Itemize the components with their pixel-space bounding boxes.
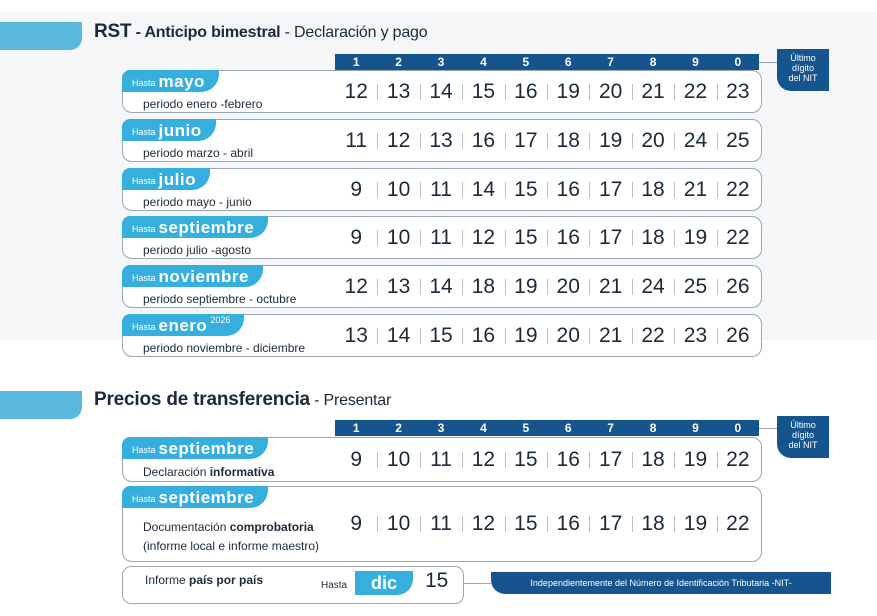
due-day: 15 xyxy=(420,324,462,348)
month-pill xyxy=(122,265,263,287)
due-day: 20 xyxy=(547,324,589,348)
month-pill xyxy=(122,119,216,141)
rst-title-rest: - Declaración y pago xyxy=(280,24,428,41)
rst-row xyxy=(122,70,762,113)
due-day: 22 xyxy=(717,512,759,536)
period-label: periodo septiembre - octubre xyxy=(143,292,297,306)
due-day: 24 xyxy=(632,275,674,299)
digit-header-cell: 0 xyxy=(734,55,742,69)
month-pill xyxy=(122,168,210,190)
digit-header-cell: 7 xyxy=(607,421,614,435)
due-day: 12 xyxy=(462,448,504,472)
due-day: 11 xyxy=(420,178,462,202)
digit-header-cell: 3 xyxy=(437,421,445,435)
cbc-month-pill: dic xyxy=(355,571,413,595)
due-day: 26 xyxy=(717,324,759,348)
date-cells xyxy=(335,217,759,258)
date-cells xyxy=(335,487,759,561)
digit-header-cell: 9 xyxy=(692,421,699,435)
digit-header-cell: 7 xyxy=(607,55,614,69)
due-day: 12 xyxy=(344,274,368,298)
due-day: 13 xyxy=(377,80,419,104)
due-day: 13 xyxy=(344,323,368,347)
year-label: 2026 xyxy=(210,315,231,325)
month-pill xyxy=(122,216,268,238)
due-day: 17 xyxy=(589,226,631,250)
date-cells xyxy=(335,266,759,307)
due-day: 13 xyxy=(377,275,419,299)
pt-title-rest: - Presentar xyxy=(309,392,392,409)
due-day: 20 xyxy=(547,275,589,299)
due-day: 16 xyxy=(547,448,589,472)
due-day: 19 xyxy=(505,275,547,299)
digit-header-cell: 8 xyxy=(649,55,657,69)
cbc-label xyxy=(145,573,263,587)
nit-badge-line: Último xyxy=(790,420,816,430)
due-day: 25 xyxy=(674,275,716,299)
due-day: 19 xyxy=(674,226,716,250)
pt-label-extra: (informe local e informe maestro) xyxy=(143,539,320,553)
due-day: 19 xyxy=(589,129,631,153)
badge-connector xyxy=(759,428,777,429)
due-day: 11 xyxy=(420,448,462,472)
due-day: 18 xyxy=(547,129,589,153)
digit-header-cell: 1 xyxy=(352,421,360,435)
rst-title-separator: - xyxy=(131,24,145,41)
pt-label-normal: Documentación xyxy=(143,520,230,534)
pt-label-bold: comprobatoria xyxy=(229,520,314,534)
month-label: noviembre xyxy=(158,267,249,286)
date-cells xyxy=(335,71,759,112)
due-day: 18 xyxy=(632,448,674,472)
digit-header-cell: 1 xyxy=(352,55,360,69)
due-day: 13 xyxy=(420,129,462,153)
digit-header-cell: 5 xyxy=(522,55,530,69)
digit-header-cell: 8 xyxy=(649,421,657,435)
due-day: 16 xyxy=(462,129,504,153)
hasta-label: Hasta xyxy=(132,78,156,88)
due-day: 10 xyxy=(377,226,419,250)
cbc-hasta: Hasta xyxy=(321,580,348,591)
due-day: 14 xyxy=(462,178,504,202)
nit-badge-line: del NIT xyxy=(788,440,818,450)
due-day: 12 xyxy=(462,226,504,250)
pt-row xyxy=(122,486,762,562)
due-day: 19 xyxy=(674,448,716,472)
due-day: 15 xyxy=(505,512,547,536)
due-day: 12 xyxy=(344,79,368,103)
period-label: periodo julio -agosto xyxy=(143,243,252,257)
note-connector xyxy=(464,583,491,584)
pt-label-bold: informativa xyxy=(209,465,275,479)
due-day: 20 xyxy=(589,80,631,104)
period-label: periodo enero -febrero xyxy=(143,97,263,111)
due-day: 10 xyxy=(377,512,419,536)
date-cells xyxy=(335,315,759,356)
due-day: 21 xyxy=(632,80,674,104)
due-day: 17 xyxy=(505,129,547,153)
nit-badge xyxy=(777,49,829,91)
due-day: 16 xyxy=(462,324,504,348)
cbc-day: 15 xyxy=(425,569,449,592)
due-day: 12 xyxy=(462,512,504,536)
month-pill xyxy=(122,70,219,92)
pt-section-title xyxy=(94,389,391,411)
due-day: 18 xyxy=(632,226,674,250)
nit-badge-line: dígito xyxy=(791,63,815,73)
hasta-label: Hasta xyxy=(132,127,156,137)
nit-badge-line: dígito xyxy=(791,430,815,440)
cbc-label-bold: país por país xyxy=(189,573,264,587)
hasta-label: Hasta xyxy=(132,445,156,455)
rst-row xyxy=(122,265,762,308)
nit-digit-header xyxy=(335,420,759,436)
digit-header-cell: 6 xyxy=(564,421,572,435)
month-pill xyxy=(122,314,244,336)
hasta-label: Hasta xyxy=(132,494,156,504)
nit-badge xyxy=(777,416,829,458)
due-day: 14 xyxy=(377,324,419,348)
period-label: periodo noviembre - diciembre xyxy=(143,341,306,355)
due-day: 16 xyxy=(547,512,589,536)
due-day: 12 xyxy=(377,129,419,153)
due-day: 24 xyxy=(674,129,716,153)
digit-header-cell: 3 xyxy=(437,55,445,69)
due-day: 25 xyxy=(717,129,759,153)
digit-header-cell: 0 xyxy=(734,421,742,435)
due-day: 10 xyxy=(377,448,419,472)
due-day: 14 xyxy=(420,275,462,299)
due-day: 9 xyxy=(350,512,363,535)
due-day: 18 xyxy=(462,275,504,299)
month-label: septiembre xyxy=(158,488,255,507)
due-day: 15 xyxy=(505,178,547,202)
due-day: 9 xyxy=(350,177,363,201)
due-day: 17 xyxy=(589,448,631,472)
rst-section-title xyxy=(94,21,427,43)
badge-connector xyxy=(759,62,777,63)
due-day: 11 xyxy=(345,128,368,152)
pt-row-label xyxy=(143,520,314,534)
pt-row-label xyxy=(143,465,274,479)
pt-title-bold: Precios de transferencia xyxy=(94,389,310,410)
digit-header-cell: 5 xyxy=(522,421,530,435)
month-label: enero xyxy=(158,316,208,335)
due-day: 9 xyxy=(350,447,363,471)
due-day: 22 xyxy=(717,226,759,250)
hasta-label: Hasta xyxy=(132,273,156,283)
due-day: 22 xyxy=(717,448,759,472)
date-cells xyxy=(335,120,759,161)
month-label: mayo xyxy=(158,72,205,91)
due-day: 17 xyxy=(589,178,631,202)
month-label: julio xyxy=(158,170,196,189)
due-day: 19 xyxy=(547,80,589,104)
digit-header-cell: 6 xyxy=(564,55,572,69)
due-day: 15 xyxy=(505,448,547,472)
due-day: 10 xyxy=(377,178,419,202)
nit-digit-header xyxy=(335,54,759,70)
due-day: 22 xyxy=(632,324,674,348)
due-day: 11 xyxy=(420,226,462,250)
due-day: 15 xyxy=(505,226,547,250)
due-day: 18 xyxy=(632,512,674,536)
date-cells xyxy=(335,169,759,210)
due-day: 21 xyxy=(589,275,631,299)
digit-header-cell: 9 xyxy=(692,55,699,69)
rst-title-subbold: Anticipo bimestral xyxy=(144,24,281,41)
rst-title-bold: RST xyxy=(94,21,132,42)
due-day: 21 xyxy=(674,178,716,202)
month-pill xyxy=(122,437,268,459)
digit-header-cell: 4 xyxy=(480,55,487,69)
rst-row xyxy=(122,119,762,162)
hasta-label: Hasta xyxy=(132,176,156,186)
digit-header-cell: 2 xyxy=(395,55,402,69)
due-day: 18 xyxy=(632,178,674,202)
digit-header-cell: 4 xyxy=(480,421,487,435)
due-day: 11 xyxy=(420,512,462,536)
hasta-label: Hasta xyxy=(132,322,156,332)
rst-row xyxy=(122,216,762,259)
due-day: 14 xyxy=(420,80,462,104)
due-day: 20 xyxy=(632,129,674,153)
nit-badge-line: Último xyxy=(790,53,816,63)
independent-note: Independientemente del Número de Identificación Tributaria -NIT- xyxy=(491,572,831,594)
due-day: 16 xyxy=(547,226,589,250)
period-label: periodo mayo - junio xyxy=(143,195,252,209)
due-day: 23 xyxy=(717,80,759,104)
due-day: 16 xyxy=(547,178,589,202)
date-cells xyxy=(335,438,759,481)
rst-row xyxy=(122,168,762,211)
digit-header-cell: 2 xyxy=(395,421,402,435)
month-label: septiembre xyxy=(158,439,255,458)
due-day: 19 xyxy=(674,512,716,536)
cbc-label-normal: Informe xyxy=(145,573,190,587)
pt-label-normal: Declaración xyxy=(143,465,210,479)
pt-row xyxy=(122,437,762,482)
nit-badge-line: del NIT xyxy=(788,73,818,83)
period-label: periodo marzo - abril xyxy=(143,146,254,160)
due-day: 21 xyxy=(589,324,631,348)
due-day: 17 xyxy=(589,512,631,536)
hasta-label: Hasta xyxy=(132,224,156,234)
due-day: 23 xyxy=(674,324,716,348)
due-day: 26 xyxy=(717,275,759,299)
month-label: junio xyxy=(158,121,202,140)
cbc-row xyxy=(122,566,464,604)
month-pill xyxy=(122,486,268,508)
due-day: 15 xyxy=(462,80,504,104)
month-label: septiembre xyxy=(158,218,255,237)
due-day: 22 xyxy=(674,80,716,104)
due-day: 19 xyxy=(505,324,547,348)
due-day: 9 xyxy=(350,225,363,249)
section-tab-decoration xyxy=(0,391,82,419)
section-tab-decoration xyxy=(0,22,82,50)
rst-row xyxy=(122,314,762,357)
due-day: 16 xyxy=(505,80,547,104)
due-day: 22 xyxy=(717,178,759,202)
